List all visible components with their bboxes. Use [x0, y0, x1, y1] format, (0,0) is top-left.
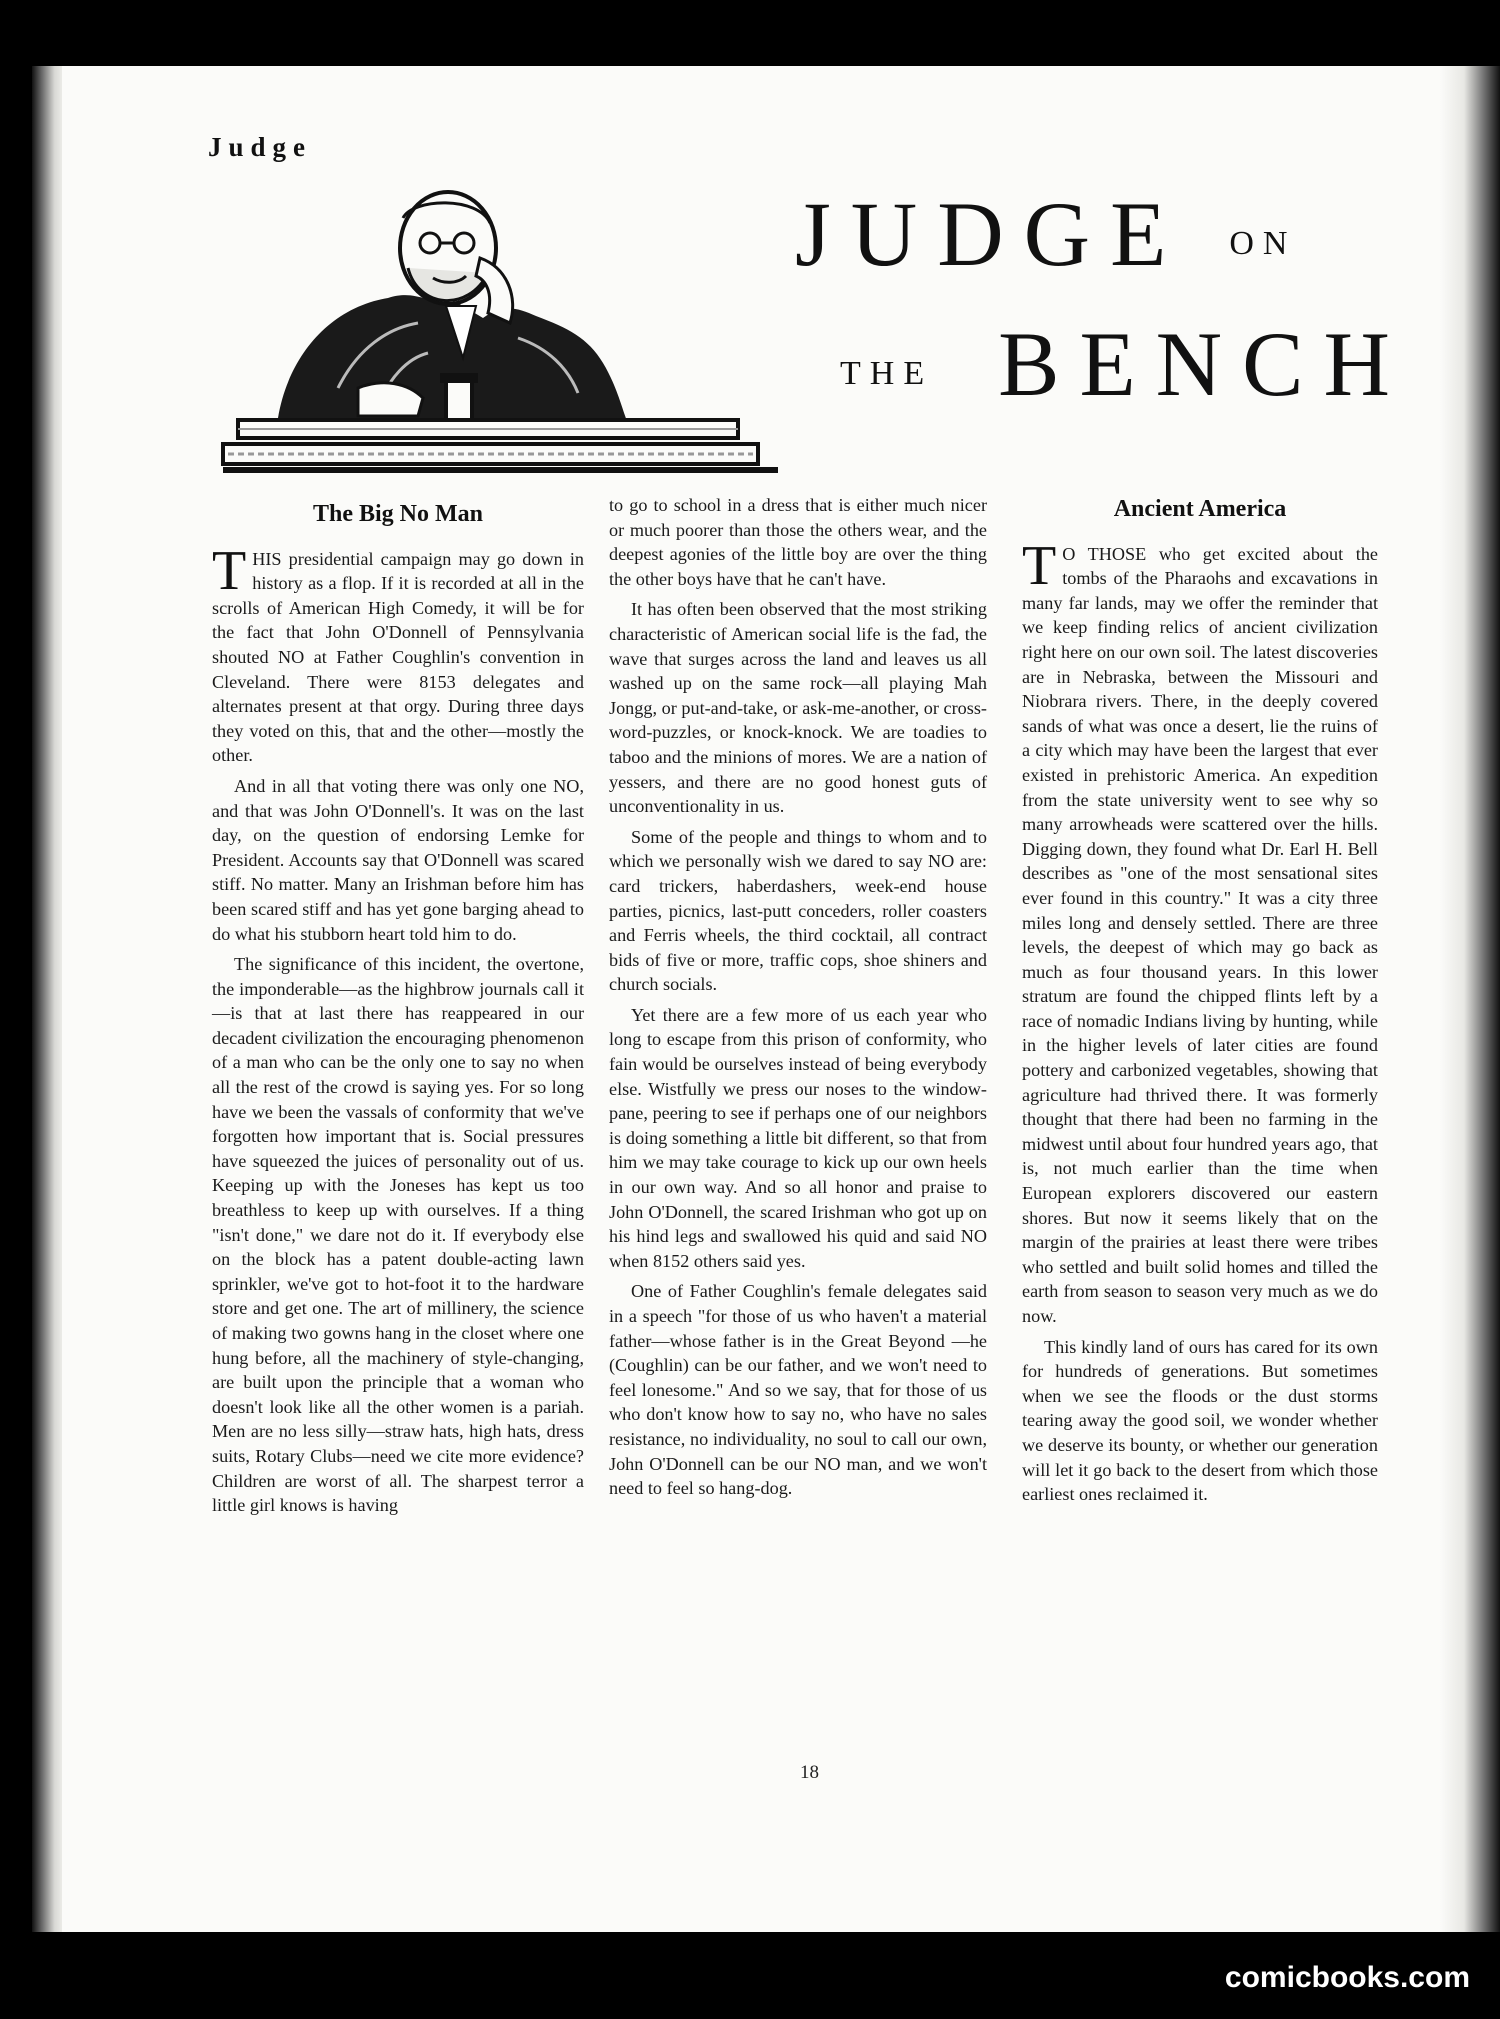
title-the: THE [840, 354, 934, 392]
page-number: 18 [800, 1762, 819, 1783]
paragraph: And in all that voting there was only one NO, and that was John O'Donnell's. It was on the last day, on the question of endorsing Lemke for President. Accounts say that O'Donnell was scared stiff. No matter. Many an Irishman before him has been scared stiff and has yet gone barging ahead to do what his stubborn heart told him to do. [212, 775, 584, 944]
paragraph: It has often been observed that the most striking characteristic of American social life is the fad, the wave that surges across the land and leaves us all washed up on the same rock—all playing Mah Jongg, or put-and-take, or ask-me-another, or cross-word-puzzles, or knock-knock. We are toadies to taboo and the minions of mores. We are a nation of yessers, and there are no good honest guts of unconventionality in us. [609, 599, 987, 817]
paragraph: This kindly land of ours has cared for its own for hundreds of generations. But sometimes when we see the floods or the dust storms tearing away the good soil, we wonder whether we deserve its bounty, or whether our generation will let it go back to the desert from which those earliest ones reclaimed it. [1022, 1336, 1378, 1505]
dropcap-t: T [212, 539, 247, 602]
title-judge: JUDGE [795, 183, 1187, 285]
dropcap-t: T [1022, 534, 1057, 597]
paragraph: Some of the people and things to whom and to which we personally wish we dared to say NO are: card trickers, haberdashers, week-end house parties, picnics, last-putt conceders, roller coasters and Ferris wheels, the third cocktail, all contract bids of five or more, traffic cops, shoe shiners and church socials. [609, 826, 987, 995]
paragraph [1022, 534, 1378, 1329]
next-page-edge [1440, 66, 1500, 1932]
watermark: comicbooks.com [1224, 1961, 1470, 1994]
paragraph: Yet there are a few more of us each year who long to escape from this prison of conformity, who fain would be ourselves instead of being everybody else. Wistfully we press our noses to the window-pane, peering to see if perhaps one of our neighbors is doing something a little bit different, so that from him we may take courage to kick up our own heels in our own way. And so all honor and praise to John O'Donnell, the scared Irishman who got up on his hind legs and swallowed his quid and said NO when 8152 others said yes. [609, 1004, 987, 1271]
paragraph-text: O THOSE who get excited about the tombs of the Pharaohs and excavations in many far lands, may we offer the reminder that we keep finding relics of ancient civilization right here on our own soil. The latest discoveries are in Nebraska, between the Missouri and Niobrara rivers. There, in the deeply covered sands of what was once a desert, lie the ruins of a city which may have been the largest that ever existed in prehistoric America. An expedition from the state university went to see why so many arrowheads were scattered over the hills. Digging down, they found what Dr. Earl H. Bell describes as "one of the most sensational sites ever found in this country." It was a city three miles long and densely settled. There are three levels, the deepest of which may go back as much as four thousand years. In this lower stratum are found the chipped flints left by a race of nomadic Indians living by hunting, while in the higher levels of later cities are found pottery and carbonized vegetables, showing that agriculture had thrived there. It was formerly thought that there had been no farming in the midwest until about four hundred years ago, that is, not much earlier than the time when European explorers discovered our eastern shores. But now it seems likely that on the margin of the prairies at least there were tribes who settled and built solid homes and tilled the earth from season to season very much as we do now. [1022, 543, 1378, 1326]
heading-ancient-america: Ancient America [1113, 496, 1287, 522]
title-bench: BENCH [998, 313, 1410, 415]
page-title-line2 [840, 313, 1410, 415]
title-on: ON [1229, 224, 1297, 262]
paragraph: to go to school in a dress that is either much nicer or much poorer than those the others wear, and the deepest agonies of the little boy are over the thing the other boys have that he can't have. [609, 495, 987, 589]
paragraph: One of Father Coughlin's female delegates said in a speech "for those of us who haven't a material father—whose father is in the Great Beyond —he (Coughlin) can be our father, and we won't need to feel lonesome." And so we say, that for those of us who don't know how to say no, who have no sales resistance, no individuality, no soul to call our own, John O'Donnell can be our NO man, and we won't need to feel so hang-dog. [609, 1281, 987, 1499]
paragraph-text: HIS presidential campaign may go down in history as a flop. If it is recorded at all in the scrolls of American High Comedy, it will be for the fact that John O'Donnell of Pennsylvania shouted NO at Father Coughlin's convention in Cleveland. There were 8153 delegates and alternates present at that orgy. During three days they voted on this, that and the other—mostly the other. [212, 548, 584, 766]
article-big-no-man-col1 [212, 502, 584, 1524]
article-ancient-america [1022, 497, 1378, 1513]
page-title-line1 [795, 183, 1297, 285]
paragraph: The significance of this incident, the overtone, the imponderable—as the highbrow journals call it—is that at last there has reappeared in our decadent civilization the encouraging phenomenon of a man who can be the only one to say no when all the rest of the crowd is saying yes. For so long have we been the vassals of conformity that we've forgotten how important that is. Social pressures have squeezed the juices of personality out of us. Keeping up with the Joneses has kept us too breathless to keep up with ourselves. If a thing "isn't done," we dare not do it. If everybody else on the block has a patent double-acting lawn sprinkler, we've got to hot-foot it to the hardware store and get one. The art of millinery, the science of making two gowns hang in the closet where one hung before, all the machinery of style-changing, are built upon the principle that a woman who doesn't look like all the other women is a pariah. Men are no less silly—straw hats, high hats, dress suits, Rotary Clubs—need we cite more evidence? Children are worst of all. The sharpest terror a little girl knows is having [212, 954, 584, 1516]
heading-big-no-man: The Big No Man [312, 501, 483, 527]
running-head: Judge [208, 132, 313, 162]
article-big-no-man-col2 [609, 493, 987, 1507]
paragraph [212, 539, 584, 768]
judge-at-bench-illustration [218, 188, 848, 478]
